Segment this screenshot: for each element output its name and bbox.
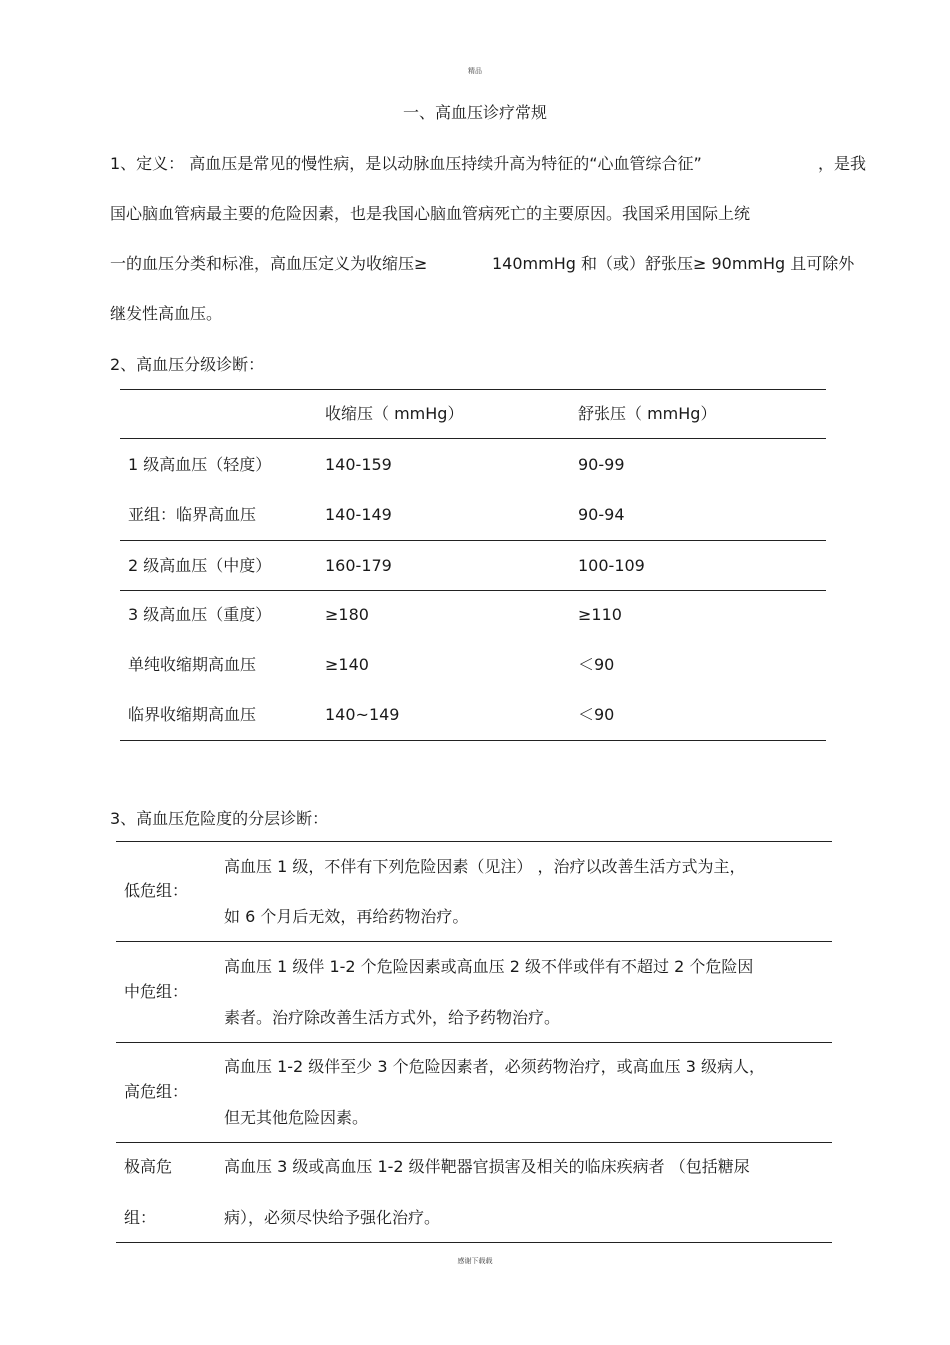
column-header-diastolic: 舒张压（ mmHg） — [578, 404, 717, 423]
row-label: 单纯收缩期高血压 — [128, 655, 257, 674]
risk-row-rule — [116, 1042, 832, 1043]
row-label: 2 级高血压（中度） — [128, 556, 272, 575]
risk-description-line: 高血压 1-2 级伴至少 3 个危险因素者，必须药物治疗，或高血压 3 级病人， — [224, 1057, 766, 1076]
risk-description-line: 高血压 3 级或高血压 1-2 级伴靶器官损害及相关的临床疾病者 （包括糖尿 — [224, 1157, 750, 1176]
diastolic-value: ＜90 — [578, 655, 615, 674]
diastolic-value: 100-109 — [578, 556, 645, 575]
diastolic-value: 90-94 — [578, 505, 625, 524]
systolic-value: ≥140 — [325, 655, 369, 674]
systolic-value: ≥180 — [325, 605, 369, 624]
risk-description-line: 病），必须尽快给予强化治疗。 — [224, 1208, 441, 1227]
column-header-systolic: 收缩压（ mmHg） — [325, 404, 464, 423]
section2-heading: 2、高血压分级诊断： — [110, 355, 265, 374]
risk-row-rule — [116, 941, 832, 942]
row-label: 3 级高血压（重度） — [128, 605, 272, 624]
page-title: 一、高血压诊疗常规 — [402, 103, 547, 122]
row-label: 亚组：临界高血压 — [128, 505, 257, 524]
systolic-value: 140-149 — [325, 505, 392, 524]
definition-line-1a: 1、定义： 高血压是常见的慢性病，是以动脉血压持续升高为特征的“心血管综合征” — [110, 154, 702, 173]
table-top-rule — [120, 389, 826, 390]
diastolic-value: 90-99 — [578, 455, 625, 474]
risk-label: 高危组： — [124, 1082, 189, 1101]
risk-table-bottom-rule — [116, 1242, 832, 1243]
risk-description-line: 但无其他危险因素。 — [224, 1108, 369, 1127]
risk-label: 低危组： — [124, 881, 189, 900]
row-label: 临界收缩期高血压 — [128, 705, 257, 724]
risk-label: 中危组： — [124, 982, 189, 1001]
definition-line-2: 国心脑血管病最主要的危险因素，也是我国心脑血管病死亡的主要原因。我国采用国际上统 — [110, 204, 751, 223]
risk-label: 组： — [124, 1208, 157, 1227]
definition-line-1b: ，是我 — [818, 154, 867, 173]
table-row-rule — [120, 540, 826, 541]
header-watermark: 精品 — [468, 67, 482, 75]
systolic-value: 140~149 — [325, 705, 400, 724]
risk-row-rule — [116, 1142, 832, 1143]
diastolic-value: ＜90 — [578, 705, 615, 724]
section3-heading: 3、高血压危险度的分层诊断： — [110, 809, 329, 828]
risk-description-line: 高血压 1 级，不伴有下列危险因素（见注） ，治疗以改善生活方式为主， — [224, 857, 746, 876]
table-row-rule — [120, 590, 826, 591]
risk-label: 极高危 — [124, 1157, 173, 1176]
risk-table-top-rule — [116, 841, 832, 842]
systolic-value: 160-179 — [325, 556, 392, 575]
risk-description-line: 高血压 1 级伴 1-2 个危险因素或高血压 2 级不伴或伴有不超过 2 个危险因 — [224, 957, 754, 976]
row-label: 1 级高血压（轻度） — [128, 455, 272, 474]
definition-line-3a: 一的血压分类和标准，高血压定义为收缩压≥ — [110, 254, 428, 273]
table-bottom-rule — [120, 740, 826, 741]
definition-line-4: 继发性高血压。 — [110, 304, 223, 323]
risk-description-line: 如 6 个月后无效，再给药物治疗。 — [224, 907, 469, 926]
table-header-rule — [120, 438, 826, 439]
systolic-value: 140-159 — [325, 455, 392, 474]
definition-line-3b: 140mmHg 和（或）舒张压≥ 90mmHg 且可除外 — [492, 254, 855, 273]
footer-watermark: 感谢下载载 — [457, 1257, 493, 1265]
risk-description-line: 素者。治疗除改善生活方式外，给予药物治疗。 — [224, 1008, 561, 1027]
diastolic-value: ≥110 — [578, 605, 622, 624]
